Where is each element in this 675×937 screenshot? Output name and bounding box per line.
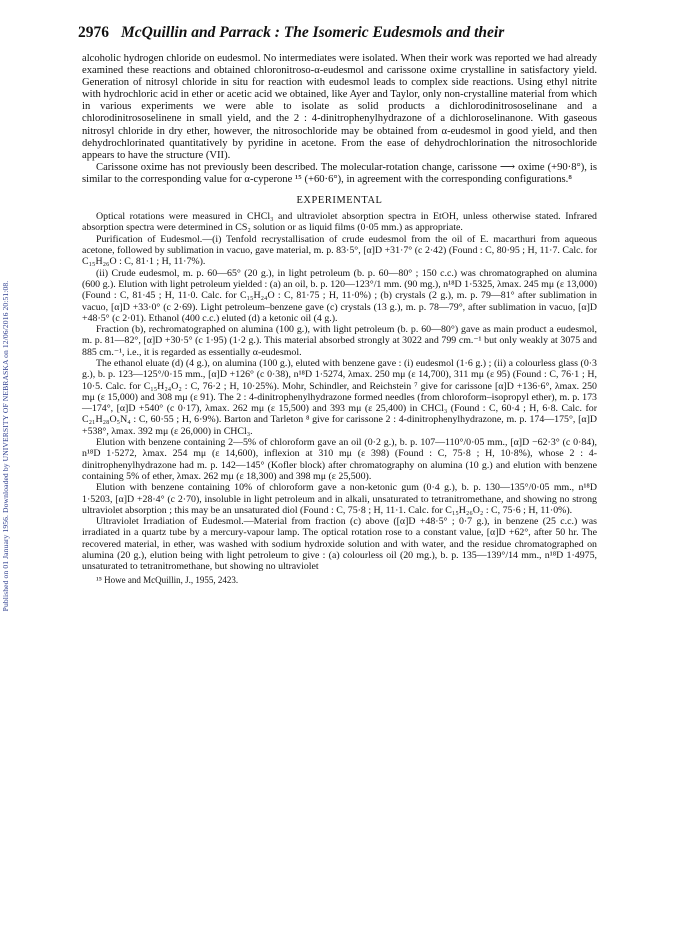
article-body xyxy=(82,53,597,586)
paragraph: Purification of Eudesmol.—(i) Tenfold recrystallisation of crude eudesmol from the oil of E. macarthuri from aqueous acetone, followed by sublimation in vacuo, gave material, m. p. 83·5°, [α]D +31·7° (c 2·42) (Found : C, 80·95 ; H, 11·7. Calc. for C₁₅H₂₆O : C, 81·1 ; H, 11·7%). xyxy=(82,233,597,268)
paragraph: (ii) Crude eudesmol, m. p. 60—65° (20 g.), in light petroleum (b. p. 60—80° ; 150 c.c.) was chromatographed on alumina (600 g.). Elution with light petroleum yielded : (a) an oil, b. p. 120—123°/1 mm. (90 mg.), n¹⁸D 1·5325, λmax. 245 mμ (ε 13,000) (Found : C, 81·45 ; H, 11·0. Calc. for C₁₅H₂₄O : C, 81·75 ; H, 11·0%) ; (b) crystals (2 g.), m. p. 79—81° after sublimation in vacuo, [α]D +33·0° (c 2·69). Light petroleum–benzene gave (c) crystals (13 g.), m. p. 78—79°, after sublimation in vacuo, [α]D +48·5° (c 2·01). Ethanol (400 c.c.) eluted (d) a ketonic oil (4 g.). xyxy=(82,267,597,324)
footnote: ¹⁵ Howe and McQuillin, J., 1955, 2423. xyxy=(96,574,239,585)
paragraph: Fraction (b), rechromatographed on alumina (100 g.), with light petroleum (b. p. 60—80°) gave as main product a eudesmol, m. p. 81—82°, [α]D +30·5° (c 1·95) (1·2 g.). This material absorbed strongly at 3022 and 799 cm.⁻¹ but only weakly at 3075 and 885 cm.⁻¹, i.e., it is regarded as essentially α-eudesmol. xyxy=(82,324,597,358)
page-number: 2976 xyxy=(78,24,109,41)
paragraph: The ethanol eluate (d) (4 g.), on alumina (100 g.), eluted with benzene gave : (i) eudesmol (1·6 g.) ; (ii) a colourless glass (0·3 g.), b. p. 123—125°/0·15 mm., [α]D +126° (c 0·38), n¹⁸D 1·5274, λmax. 250 mμ (ε 14,700), 311 mμ (ε 95) (Found : C, 76·1 ; H, 10·5. Calc. for C₁₅H₂₄O₂ : C, 76·2 ; H, 10·25%). Mohr, Schindler, and Reichstein ⁷ give for carissone [α]D +136·6°, λmax. 250 mμ (ε 15,000) and 308 mμ (ε 91). The 2 : 4-dinitrophenylhydrazone formed needles (from chloroform–isopropyl ether), m. p. 173—174°, [α]D +540° (c 0·17), λmax. 262 mμ (ε 15,500) and 393 mμ (ε 25,400) in CHCl₃ (Found : C, 60·4 ; H, 6·8. Calc. for C₂₁H₂₈O₅N₄ : C, 60·55 ; H, 6·9%). Barton and Tarleton ⁸ give for carissone 2 : 4-dinitrophenylhydrazone, m. p. 174—175°, [α]D +538°, λmax. 392 mμ (ε 26,000) in CHCl₃. xyxy=(82,357,597,437)
paragraph: alcoholic hydrogen chloride on eudesmol. No intermediates were isolated. When their work was reported we had already examined these reactions and obtained chloronitroso-α-eudesmol and carissone oxime crystalline in satisfactory yield. Generation of nitrosyl chloride in situ for reaction with eudesmol leads to complex side reactions. Using ethyl nitrite with hydrochloric acid in ether or acetic acid we obtained, like Ayer and Taylor, only non-crystalline material from which in various experiments we were able to isolate as solid products a dichlorodinitrososelinane and a chlorodinitrososelinene in small yield, and the 2 : 4-dinitrophenylhydrazone of a dichloroselinanone. With gaseous nitrosyl chloride in dry ether, however, the nitrosochloride may be obtained from α-eudesmol in good yield, and then dehydrochlorinated quantitatively by pyridine in acetone. From the ease of dehydrochlorination the nitrosochloride appears to have the structure (VII). xyxy=(82,53,597,161)
paragraph: Ultraviolet Irradiation of Eudesmol.—Material from fraction (c) above ([α]D +48·5° ; 0·7 g.), in benzene (25 c.c.) was irradiated in a quartz tube by a mercury-vapour lamp. The optical rotation rose to a constant value, [α]D +62°, after 50 hr. The recovered material, in ether, was washed with sodium hydroxide solution and with water, and the residue chromatographed on alumina (20 g.), elution being with light petroleum to give : (a) colourless oil (20 mg.), b. p. 135—139°/14 mm., n¹⁸D 1·4975, unsaturated to tetranitromethane, but showing no ultraviolet xyxy=(82,516,597,573)
download-watermark: Published on 01 January 1956. Downloaded by UNIVERSITY OF NEBRASKA on 12/06/2016 20:51:08. xyxy=(1,280,10,612)
page-header xyxy=(78,24,598,46)
paragraph: Elution with benzene containing 10% of chloroform gave a non-ketonic gum (0·4 g.), b. p. 130—135°/0·05 mm., n¹⁸D 1·5203, [α]D +28·4° (c 2·70), insoluble in light petroleum and in alkali, unsaturated to tetranitromethane, and showing no strong ultraviolet absorption ; this may be an unsaturated diol (Found : C, 75·8 ; H, 11·1. Calc. for C₁₅H₂₆O₂ : C, 75·6 ; H, 11·0%). xyxy=(82,482,597,516)
section-heading: EXPERIMENTAL xyxy=(296,195,383,207)
paragraph: Optical rotations were measured in CHCl₃ and ultraviolet absorption spectra in EtOH, unless otherwise stated. Infrared absorption spectra were determined in CS₂ solution or as liquid films (0·05 mm.) as appropriate. xyxy=(82,211,597,234)
paragraph: Elution with benzene containing 2—5% of chloroform gave an oil (0·2 g.), b. p. 107—110°/0·05 mm., [α]D −62·3° (c 0·84), n¹⁸D 1·5272, λmax. 254 mμ (ε 14,600), inflexion at 310 mμ (ε 398) (Found : C, 75·8 ; H, 10·8%), whose 2 : 4-dinitrophenylhydrazone had m. p. 142—145° (Kofler block) after chromatography on alumina (10 g.) and elution with benzene containing 5% of ether, λmax. 262 mμ (ε 18,300) and 398 mμ (ε 25,500). xyxy=(82,437,597,482)
running-title: McQuillin and Parrack : The Isomeric Eudesmols and their xyxy=(121,24,505,41)
paragraph: Carissone oxime has not previously been described. The molecular-rotation change, carissone ⟶ oxime (+90·8°), is similar to the corresponding value for α-cyperone ¹⁵ (+60·6°), in agreement with the corresponding configurations.⁸ xyxy=(82,161,597,185)
